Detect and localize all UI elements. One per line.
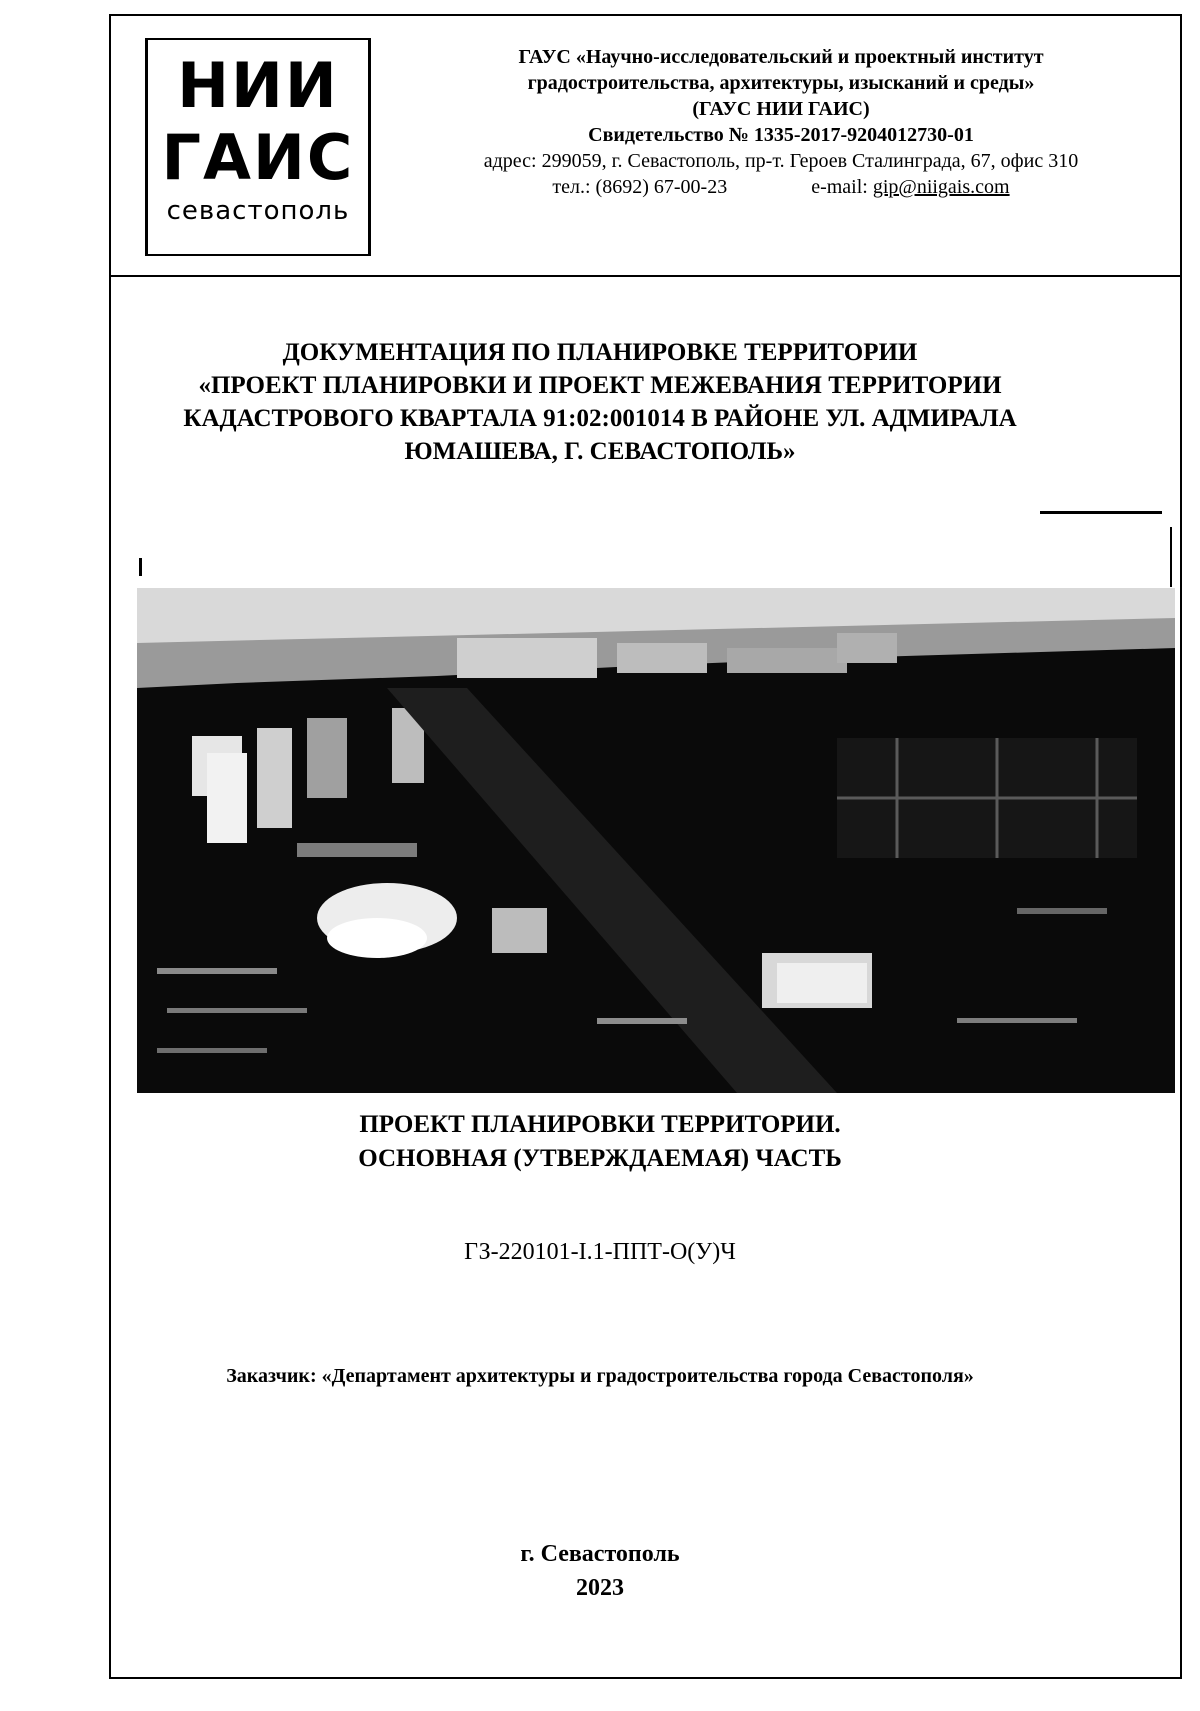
org-phone: тел.: (8692) 67-00-23 — [552, 176, 728, 198]
title-line1: ДОКУМЕНТАЦИЯ ПО ПЛАНИРОВКЕ ТЕРРИТОРИИ — [282, 339, 918, 366]
logo-line1: НИИ — [177, 49, 339, 122]
org-name-line1: ГАУС «Научно-исследовательский и проектный институт — [518, 46, 1044, 68]
part-title — [0, 1108, 1200, 1176]
title-line3: КАДАСТРОВОГО КВАРТАЛА 91:02:001014 В РАЙОНЕ УЛ. АДМИРАЛА — [183, 405, 1017, 432]
part-title-line2: ОСНОВНАЯ (УТВЕРЖДАЕМАЯ) ЧАСТЬ — [358, 1145, 842, 1172]
aerial-city-photo — [137, 588, 1175, 1093]
title-line4: ЮМАШЕВА, Г. СЕВАСТОПОЛЬ» — [404, 438, 796, 465]
scan-speck — [1170, 527, 1172, 587]
org-name-line2: градостроительства, архитектуры, изысканий и среды» — [527, 72, 1035, 94]
org-email-link[interactable]: gip@niigais.com — [872, 176, 1010, 198]
document-code: ГЗ-220101-I.1-ППТ-О(У)Ч — [464, 1239, 736, 1265]
org-email-label: e-mail: — [811, 176, 873, 198]
org-address: адрес: 299059, г. Севастополь, пр-т. Героев Сталинграда, 67, офис 310 — [483, 150, 1079, 172]
part-title-line1: ПРОЕКТ ПЛАНИРОВКИ ТЕРРИТОРИИ. — [359, 1111, 841, 1138]
scan-speck — [1040, 511, 1162, 514]
customer: Заказчик: «Департамент архитектуры и градостроительства города Севастополя» — [226, 1365, 974, 1387]
document-title — [0, 336, 1200, 468]
footer-city: г. Севастополь — [520, 1541, 680, 1567]
logo — [145, 38, 371, 256]
org-email-block — [811, 174, 1009, 200]
scan-speck — [139, 558, 142, 576]
org-short-name: (ГАУС НИИ ГАИС) — [692, 98, 870, 120]
org-contacts — [391, 174, 1171, 200]
organization-block — [391, 44, 1171, 200]
title-line2: «ПРОЕКТ ПЛАНИРОВКИ И ПРОЕКТ МЕЖЕВАНИЯ ТЕРРИТОРИИ — [198, 372, 1002, 399]
footer-year: 2023 — [576, 1575, 624, 1601]
city-year — [0, 1537, 1200, 1605]
logo-city: севастополь — [166, 196, 350, 226]
header — [111, 16, 1180, 277]
logo-line2: ГАИС — [161, 121, 355, 194]
org-certificate: Свидетельство № 1335-2017-9204012730-01 — [588, 124, 974, 146]
